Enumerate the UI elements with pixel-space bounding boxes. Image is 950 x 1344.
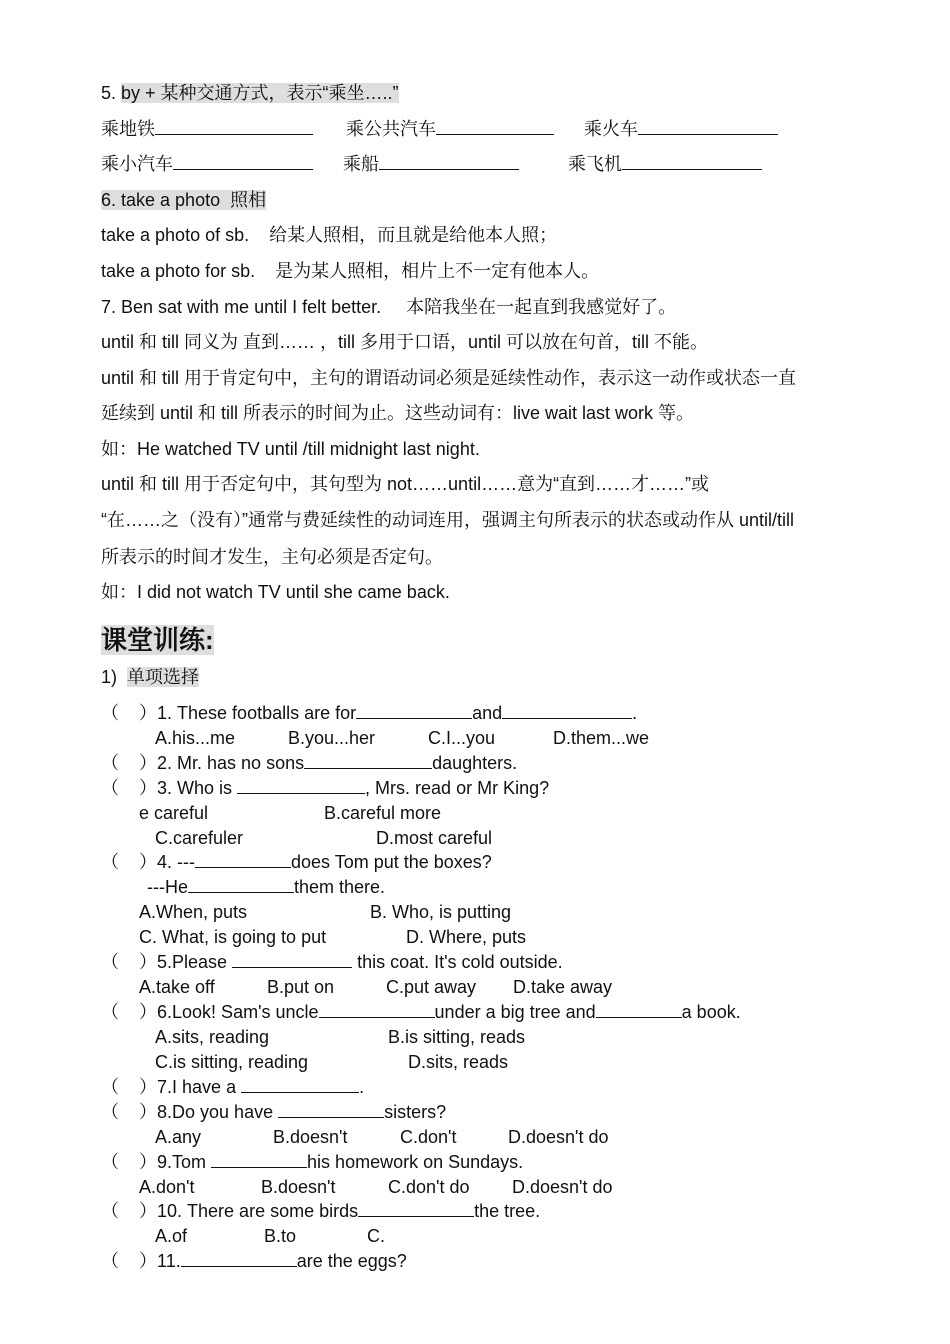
blank[interactable] xyxy=(232,952,352,968)
s5-title-text: by + 某种交通方式，表示“乘坐…..” xyxy=(121,83,399,103)
option: A.take off xyxy=(139,977,215,997)
q3: （ ）3. Who is , Mrs. read or Mr King? xyxy=(101,778,550,798)
answer-paren[interactable]: （ ） xyxy=(101,753,158,773)
s5-item xyxy=(343,153,519,175)
blank[interactable] xyxy=(379,154,519,170)
option: D. Where, puts xyxy=(406,927,527,947)
blank[interactable] xyxy=(358,1201,474,1217)
blank[interactable] xyxy=(237,778,365,794)
q9: （ ）9.Tom his homework on Sundays. xyxy=(101,1152,524,1172)
answer-paren[interactable]: （ ） xyxy=(101,1102,158,1122)
option: C.carefuler xyxy=(155,828,244,848)
answer-paren[interactable]: （ ） xyxy=(101,1002,158,1022)
s5-item xyxy=(584,118,778,140)
blank[interactable] xyxy=(195,852,291,868)
q5: （ ）5.Please this coat. It's cold outside. xyxy=(101,952,563,972)
option: C. What, is going to put xyxy=(139,927,327,947)
s7-line: until 和 till 用于肯定句中，主句的谓语动词必须是延续性动作，表示这一动作或状态一直 xyxy=(101,368,797,388)
blank[interactable] xyxy=(211,1152,307,1168)
blank[interactable] xyxy=(241,1077,359,1093)
practice-sub xyxy=(101,666,199,688)
option: D.most careful xyxy=(376,828,493,848)
option: C.don't do xyxy=(388,1177,470,1197)
option: B. Who, is putting xyxy=(370,902,512,922)
option: D.take away xyxy=(513,977,613,997)
option: B.is sitting, reads xyxy=(388,1027,526,1047)
s5-label: 乘公共汽车 xyxy=(346,119,436,139)
blank[interactable] xyxy=(638,119,778,135)
s5-title xyxy=(101,82,399,104)
option: D.doesn't do xyxy=(508,1127,609,1147)
option: C.don't xyxy=(400,1127,457,1147)
option: B.you...her xyxy=(288,728,376,748)
option: A.any xyxy=(155,1127,202,1147)
q7: （ ）7.I have a . xyxy=(101,1077,365,1097)
s7-line: “在……之（没有）”通常与费延续性的动词连用，强调主句所表示的状态或动作从 until/till xyxy=(101,510,795,530)
s6-line: take a photo for sb. 是为某人照相，相片上不一定有他本人。 xyxy=(101,261,600,281)
answer-paren[interactable]: （ ） xyxy=(101,952,158,972)
q2: （ ）2. Mr. has no sons daughters. xyxy=(101,753,518,773)
blank[interactable] xyxy=(155,119,313,135)
s7-line: 所表示的时间才发生，主句必须是否定句。 xyxy=(101,547,443,567)
option: A.of xyxy=(155,1226,188,1246)
s5-label: 乘火车 xyxy=(584,119,638,139)
blank[interactable] xyxy=(356,703,472,719)
s5-label: 乘地铁 xyxy=(101,119,155,139)
s5-item xyxy=(101,118,313,140)
s5-label: 乘小汽车 xyxy=(101,154,173,174)
blank[interactable] xyxy=(304,753,432,769)
q4: （ ）4. --- does Tom put the boxes? xyxy=(101,852,492,872)
answer-paren[interactable]: （ ） xyxy=(101,852,158,872)
answer-paren[interactable]: （ ） xyxy=(101,1201,158,1221)
option: D.sits, reads xyxy=(408,1052,509,1072)
option: B.doesn't xyxy=(273,1127,348,1147)
q4-answer: ---He them there. xyxy=(147,877,386,897)
q8: （ ）8.Do you have sisters? xyxy=(101,1102,447,1122)
s5-num: 5. xyxy=(101,83,117,103)
option: C. xyxy=(367,1226,385,1246)
blank[interactable] xyxy=(173,154,313,170)
option: D.doesn't do xyxy=(512,1177,613,1197)
blank[interactable] xyxy=(319,1002,435,1018)
s7-line: 如：I did not watch TV until she came back. xyxy=(101,582,450,602)
blank[interactable] xyxy=(436,119,554,135)
option: B.to xyxy=(264,1226,297,1246)
blank[interactable] xyxy=(502,703,632,719)
practice-heading-text: 课堂训练: xyxy=(101,625,214,655)
option: C.is sitting, reading xyxy=(155,1052,309,1072)
s5-item xyxy=(568,153,762,175)
answer-paren[interactable]: （ ） xyxy=(101,1077,158,1097)
answer-paren[interactable]: （ ） xyxy=(101,1251,158,1271)
q1: （ ）1. These footballs are for and . xyxy=(101,703,638,723)
s7-line: 延续到 until 和 till 所表示的时间为止。这些动词有：live wait last work 等。 xyxy=(101,403,695,423)
sub-title: 单项选择 xyxy=(127,667,200,687)
q6: （ ）6.Look! Sam's uncle under a big tree and a book. xyxy=(101,1002,741,1022)
blank[interactable] xyxy=(181,1251,297,1267)
s7-line: until 和 till 同义为 直到…… ，till 多用于口语，until 可以放在句首，till 不能。 xyxy=(101,332,709,352)
answer-paren[interactable]: （ ） xyxy=(101,778,158,798)
sub-num: 1) xyxy=(101,667,118,687)
answer-paren[interactable]: （ ） xyxy=(101,1152,158,1172)
option: A.sits, reading xyxy=(155,1027,270,1047)
s6-title xyxy=(101,189,266,211)
option: B.doesn't xyxy=(261,1177,336,1197)
option: C.I...you xyxy=(428,728,496,748)
s6-line: take a photo of sb. 给某人照相，而且就是给他本人照； xyxy=(101,225,558,245)
s7-line: until 和 till 用于否定句中，其句型为 not……until……意为“直到……才……”或 xyxy=(101,474,710,494)
q10: （ ）10. There are some birds the tree. xyxy=(101,1201,541,1221)
s6-title-text: 6. take a photo 照相 xyxy=(101,190,267,210)
option: B.put on xyxy=(267,977,335,997)
blank[interactable] xyxy=(188,877,294,893)
s5-label: 乘飞机 xyxy=(568,154,622,174)
option: A.his...me xyxy=(155,728,236,748)
blank[interactable] xyxy=(596,1002,682,1018)
option: A.When, puts xyxy=(139,902,248,922)
answer-paren[interactable]: （ ） xyxy=(101,703,158,723)
s7-line: 如：He watched TV until /till midnight last night. xyxy=(101,439,480,459)
option: D.them...we xyxy=(553,728,650,748)
practice-heading xyxy=(101,624,214,656)
s7-line: 7. Ben sat with me until I felt better. 本陪我坐在一起直到我感觉好了。 xyxy=(101,297,677,317)
option: B.careful more xyxy=(324,803,442,823)
s5-item xyxy=(346,118,554,140)
blank[interactable] xyxy=(278,1102,384,1118)
option: C.put away xyxy=(386,977,477,997)
blank[interactable] xyxy=(622,154,762,170)
q11: （ ）11. are the eggs? xyxy=(101,1251,407,1271)
option: A.don't xyxy=(139,1177,195,1197)
s5-item xyxy=(101,153,313,175)
s5-label: 乘船 xyxy=(343,154,379,174)
option: e careful xyxy=(139,803,209,823)
